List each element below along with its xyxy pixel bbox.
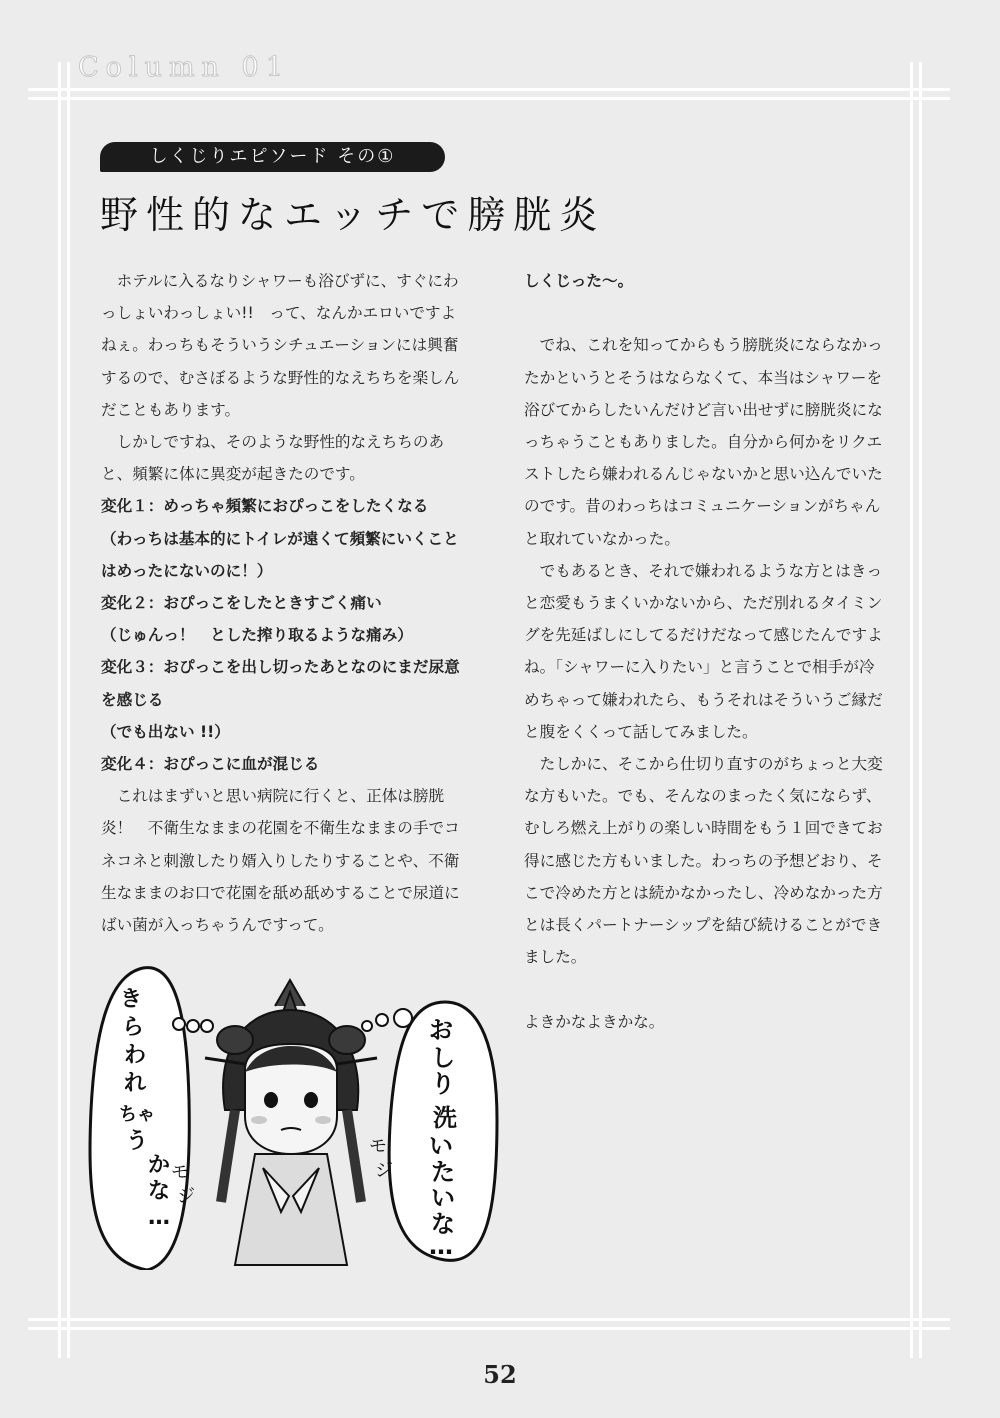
- paragraph-gap: [524, 973, 884, 1005]
- bubble-right-char: お: [429, 1016, 453, 1044]
- left-column: [101, 265, 469, 941]
- paragraph: たしかに、そこから仕切り直すのがちょっと大変な方もいた。でも、そんなのまったく気にならず、むしろ燃え上がりの楽しい時間をもう１回できてお得に感じた方もいました。わっちの予想どおり、そこで冷めた方とは続かなかったし、冷めなかった方とは長くパートナーシップを結び続けることができました。: [524, 755, 883, 967]
- bubble-right-char: い: [431, 1184, 455, 1212]
- sfx-char: モ: [369, 1136, 387, 1157]
- blush: [315, 1116, 331, 1124]
- frame-bottom-line: [28, 1318, 950, 1321]
- page-title: 野性的なエッチで膀胱炎: [100, 193, 606, 237]
- sfx-char: ジ: [177, 1186, 195, 1207]
- hair-bun-left: [217, 1026, 253, 1054]
- thought-dot: [376, 1014, 388, 1026]
- thought-dot: [173, 1018, 185, 1030]
- symptom-note: （じゅんっ！ とした搾り取るような痛み）: [101, 626, 413, 645]
- thought-dot: [362, 1021, 372, 1031]
- frame-top-line: [28, 88, 950, 91]
- blush: [251, 1116, 267, 1124]
- sfx-char: ジ: [375, 1160, 393, 1181]
- symptom-note: （わっちは基本的にトイレが遠くて頻繁にいくことはめったにないのに！）: [101, 529, 459, 580]
- episode-tag: しくじりエピソード その①: [100, 142, 445, 172]
- symptom-heading: 変化２：おぴっこをしたときすごく痛い: [101, 594, 382, 613]
- column-label: Column 01: [78, 52, 290, 83]
- bubble-right-char: 洗: [433, 1104, 457, 1132]
- bubble-left-char: な: [147, 1179, 171, 1204]
- paragraph: でね、これを知ってからもう膀胱炎にならなかったかというとそうはならなくて、本当はシャワーを浴びてからしたいんだけど言い出せずに膀胱炎になっちゃうこともありました。自分から何かをリクエストしたら嫌われるんじゃないかと思い込んでいたのです。昔のわっちはコミュニケーションがちゃんと取れていなかった。: [524, 336, 883, 548]
- eye-left: [264, 1092, 278, 1108]
- bubble-right-char: い: [429, 1132, 453, 1160]
- character-illustration: [85, 940, 505, 1270]
- paragraph: しくじった〜。: [524, 272, 634, 290]
- bubble-right-char: な: [431, 1210, 455, 1238]
- hair-ornament: [275, 980, 305, 1012]
- bubble-left-char: …: [148, 1205, 170, 1230]
- bubble-right-char: り: [431, 1070, 455, 1098]
- braid-right: [347, 1110, 361, 1202]
- symptom-heading: 変化４：おぴっこに血が混じる: [101, 755, 320, 774]
- thought-dot: [394, 1009, 412, 1027]
- bubble-left-char: れ: [123, 1071, 147, 1096]
- bubble-left-char: ちゃ: [119, 1104, 155, 1125]
- bubble-right-char: …: [429, 1232, 453, 1260]
- bubble-left-char: か: [147, 1153, 171, 1178]
- bubble-left-char: ら: [121, 1015, 145, 1040]
- symptom-heading: 変化１：めっちゃ頻繁におぴっこをしたくなる: [101, 497, 429, 516]
- bubble-right-char: た: [431, 1158, 455, 1186]
- thought-dot: [187, 1020, 199, 1032]
- braid-left: [221, 1110, 235, 1202]
- frame-bottom-line: [28, 1327, 950, 1330]
- eye-right: [304, 1092, 318, 1108]
- frame-right-line: [910, 62, 913, 1358]
- paragraph: ホテルに入るなりシャワーも浴びずに、すぐにわっしょいわっしょい!! って、なんかエロいですよねぇ。わっちもそういうシチュエーションには興奮するので、むさぼるような野性的なえちちを楽しんだこともあります。: [101, 272, 460, 419]
- thought-dot: [201, 1020, 213, 1032]
- page-number: 52: [483, 1360, 517, 1389]
- sfx-char: モ: [171, 1162, 189, 1183]
- symptom-note: （でも出ない !!）: [101, 722, 230, 741]
- bubble-left-char: う: [125, 1129, 149, 1154]
- paragraph: これはまずいと思い病院に行くと、正体は膀胱炎！ 不衛生なままの花園を不衛生なままの手でコネコネと刺激したり婿入りしたりすることや、不衛生なままのお口で花園を舐め舐めすることで尿道にばい菌が入っちゃうんですって。: [101, 787, 460, 935]
- bubble-left-char: き: [119, 987, 143, 1012]
- body: [235, 1154, 347, 1265]
- bubble-left-char: わ: [123, 1043, 147, 1068]
- bubble-right-char: し: [431, 1044, 455, 1072]
- paragraph-gap: [524, 297, 884, 329]
- symptom-heading: 変化３：おぴっこを出し切ったあとなのにまだ尿意を感じる: [101, 658, 460, 709]
- hair-bun-right: [329, 1026, 365, 1054]
- frame-left-line: [58, 62, 61, 1358]
- paragraph: しかしですね、そのような野性的なえちちのあと、頻繁に体に異変が起きたのです。: [101, 433, 445, 484]
- paragraph: よきかなよきかな。: [524, 1012, 665, 1031]
- paragraph: でもあるとき、それで嫌われるような方とはきっと恋愛もうまくいかないから、ただ別れるタイミングを先延ばしにしてるだけだなって感じたんですよね。「シャワーに入りたい」と言うことで相手が冷めちゃって嫌われたら、もうそれはそういうご縁だと腹をくくって話してみました。: [524, 561, 883, 741]
- frame-top-line: [28, 97, 950, 100]
- right-column: [524, 265, 884, 1038]
- frame-right-line: [919, 62, 922, 1358]
